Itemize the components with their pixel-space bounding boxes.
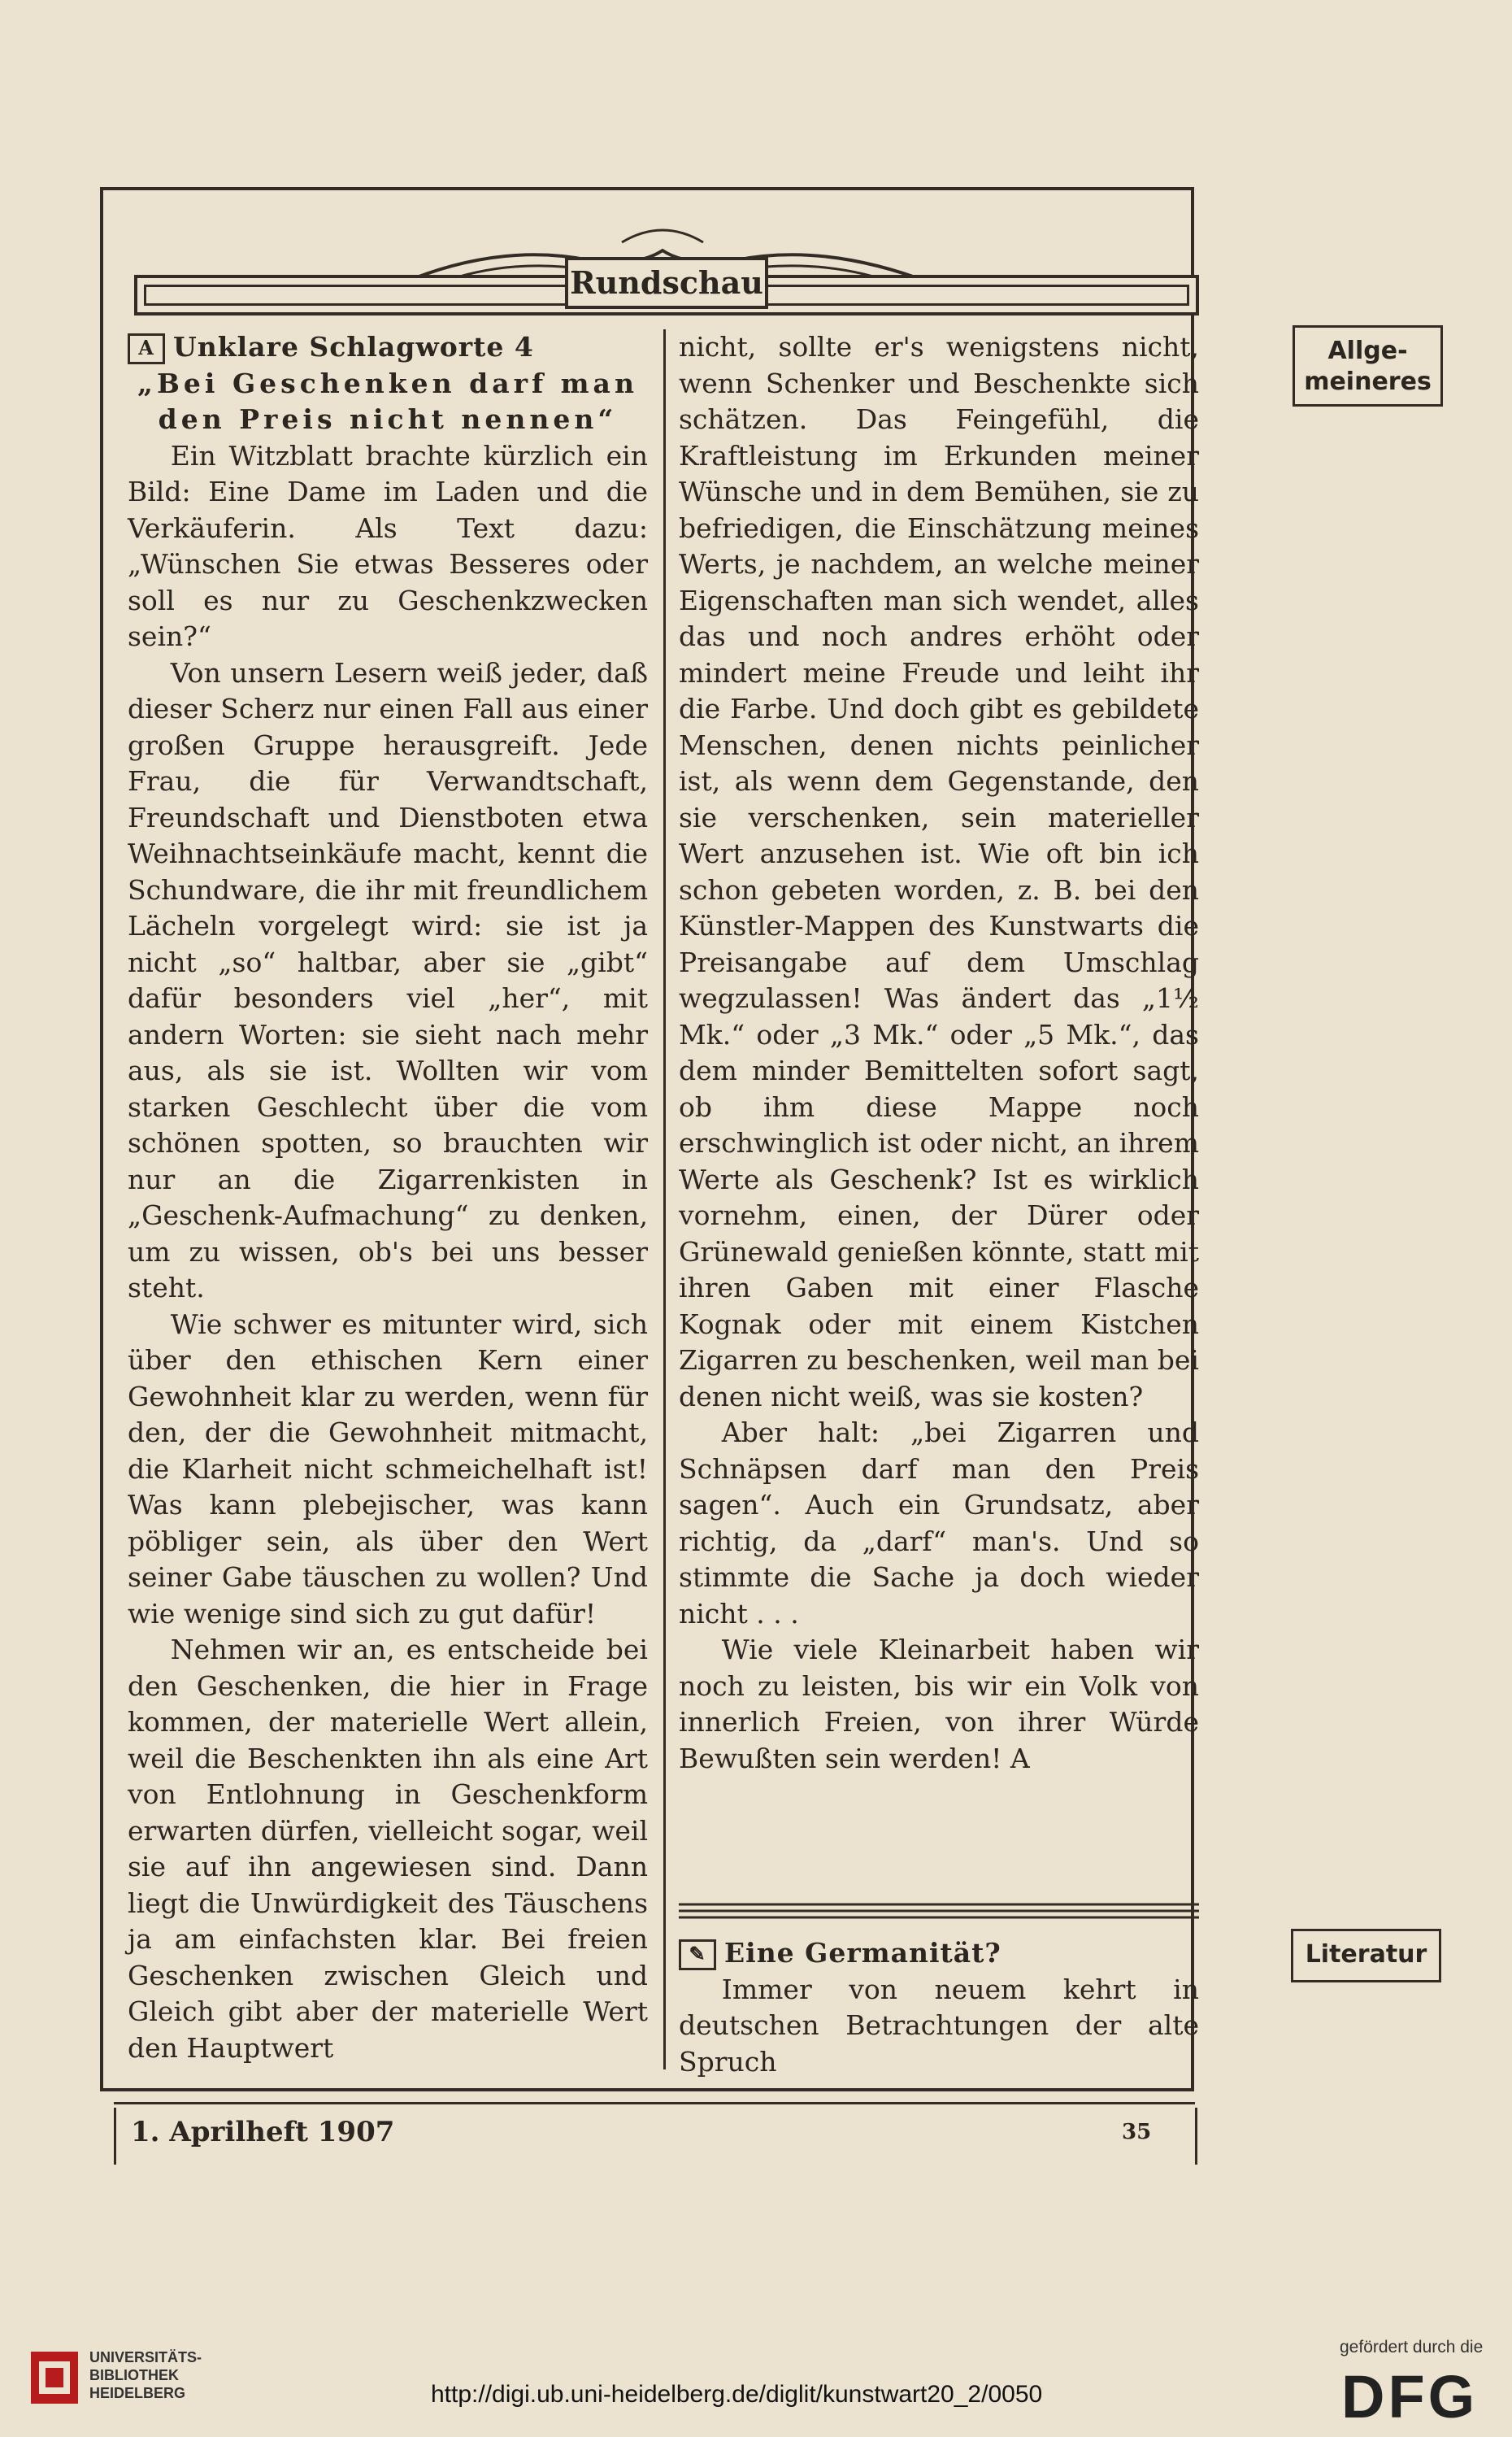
side-tab-literature: Literatur [1291,1929,1441,1982]
left-column [128,329,648,2066]
library-name: UNIVERSITÄTS- BIBLIOTHEK HEIDELBERG [89,2349,202,2401]
footer-rule [114,2102,1195,2104]
source-url[interactable]: http://digi.ub.uni-heidelberg.de/diglit/kunstwart20_2/0050 [431,2381,1043,2408]
article-heading [128,329,648,366]
pen-icon: ✎ [679,1939,716,1970]
article2-title: Eine Germanität? [724,1937,1001,1969]
column-divider [663,329,666,2069]
section-separator [679,1901,1199,1921]
article-title: Unklare Schlagworte 4 [173,331,534,363]
paragraph: Von unsern Lesern weiß jeder, daß dieser Scherz nur einen Fall aus einer großen Gruppe herausgreift. Jede Frau, die für Verwandtschaft, Freundschaft und Dienstboten etwa Weihnachtseinkäufe macht, kennt die Schundware, die ihr mit freundlichem Lächeln vorgelegt wird: sie ist ja nicht „so“ haltbar, aber sie „gibt“ dafür besonders viel „her“, mit andern Worten: sie sieht nach mehr aus, als sie ist. Wollten wir vom starken Geschlecht über die vom schönen spotten, so brauchten wir nur an die Zigarrenkisten in „Geschenk-Aufmachung“ zu denken, um zu wissen, ob's bei uns besser steht. [128,656,648,1303]
article2-heading [679,1935,1199,1972]
section-title: Rundschau [565,257,768,309]
article-subtitle: „Bei Geschenken darf man den Preis nicht nennen“ [137,367,638,435]
second-article [679,1935,1199,2080]
issue-label: 1. Aprilheft 1907 [114,2108,394,2165]
paragraph: Aber halt: „bei Zigarren und Schnäpsen darf man den Preis sagen“. Auch ein Grundsatz, aber richtig, da „darf“ man's. Und so stimmte die Sache ja doch wieder nicht . . . [679,1417,1199,1630]
paragraph: nicht, sollte er's wenigstens nicht, wenn Schenker und Beschenkte sich schätzen. Das Feingefühl, die Kraftleistung im Erkunden meiner Wünsche und in dem Bemühen, sie zu befriedigen, die Einschätzung meines Werts, je nachdem, an welche meiner Eigenschaften man sich wendet, alles das und noch andres erhöht oder mindert meine Freude und leiht ihr die Farbe. Und doch gibt es gebildete Menschen, denen nichts peinlicher ist, als wenn dem Gegenstande, den sie verschenken, sein materieller Wert anzusehen ist. Wie oft bin ich schon gebeten worden, z. B. bei den Künstler-Mappen des Kunstwarts die Preisangabe auf dem Umschlag wegzulassen! Was ändert das „1½ Mk.“ oder „3 Mk.“ oder „5 Mk.“, das dem minder Bemittelten sofort sagt, ob ihm diese Mappe noch erschwinglich ist oder nicht, an ihrem Werte als Geschenk? Ist es wirklich vornehm, einen, der Dürer oder Grünewald genießen könnte, statt mit ihren Gaben mit einer Flasche Kognak oder mit einem Kistchen Zigarren zu beschenken, weil man bei denen nicht weiß, was sie kosten? [679,331,1199,1412]
paragraph: Nehmen wir an, es entscheide bei den Geschenken, die hier in Frage kommen, der materielle Wert allein, weil die Beschenkten ihn als eine Art von Entlohnung in Geschenkform erwarten dürfen, vielleicht sogar, weil sie auf ihn angewiesen sind. Dann liegt die Unwürdigkeit des Täuschens ja am einfachsten klar. Bei freien Geschenken zwischen Gleich und Gleich gibt aber der materielle Wert den Hauptwert [128,1634,648,2064]
right-column [679,329,1199,1777]
paragraph: Wie viele Kleinarbeit haben wir noch zu leisten, bis wir ein Volk von innerlich Freien, von ihrer Würde Bewußten sein werden! A [679,1634,1199,1774]
university-seal-icon [29,2350,80,2405]
paragraph: Immer von neuem kehrt in deutschen Betrachtungen der alte Spruch [679,1973,1199,2078]
side-tab-general: Allge- meineres [1293,325,1443,407]
page-number: 35 [1122,2108,1197,2165]
dfg-logo: DFG [1341,2363,1479,2430]
paragraph: Wie schwer es mitunter wird, sich über den ethischen Kern einer Gewohnheit klar zu werden, wenn für den, der die Gewohnheit mitmacht, die Klarheit nicht schmeichelhaft ist! Was kann plebejischer, was kann pöbliger sein, als über den Wert seiner Gabe täuschen zu wollen? Und wie wenige sind sich zu gut dafür! [128,1308,648,1630]
funding-label: gefördert durch die [1340,2338,1484,2356]
paragraph: Ein Witzblatt brachte kürzlich ein Bild: Eine Dame im Laden und die Verkäuferin. Als Text dazu: „Wünschen Sie etwas Besseres oder soll es nur zu Geschenkzwecken sein?“ [128,439,648,652]
article-marker-icon: A [128,333,165,364]
